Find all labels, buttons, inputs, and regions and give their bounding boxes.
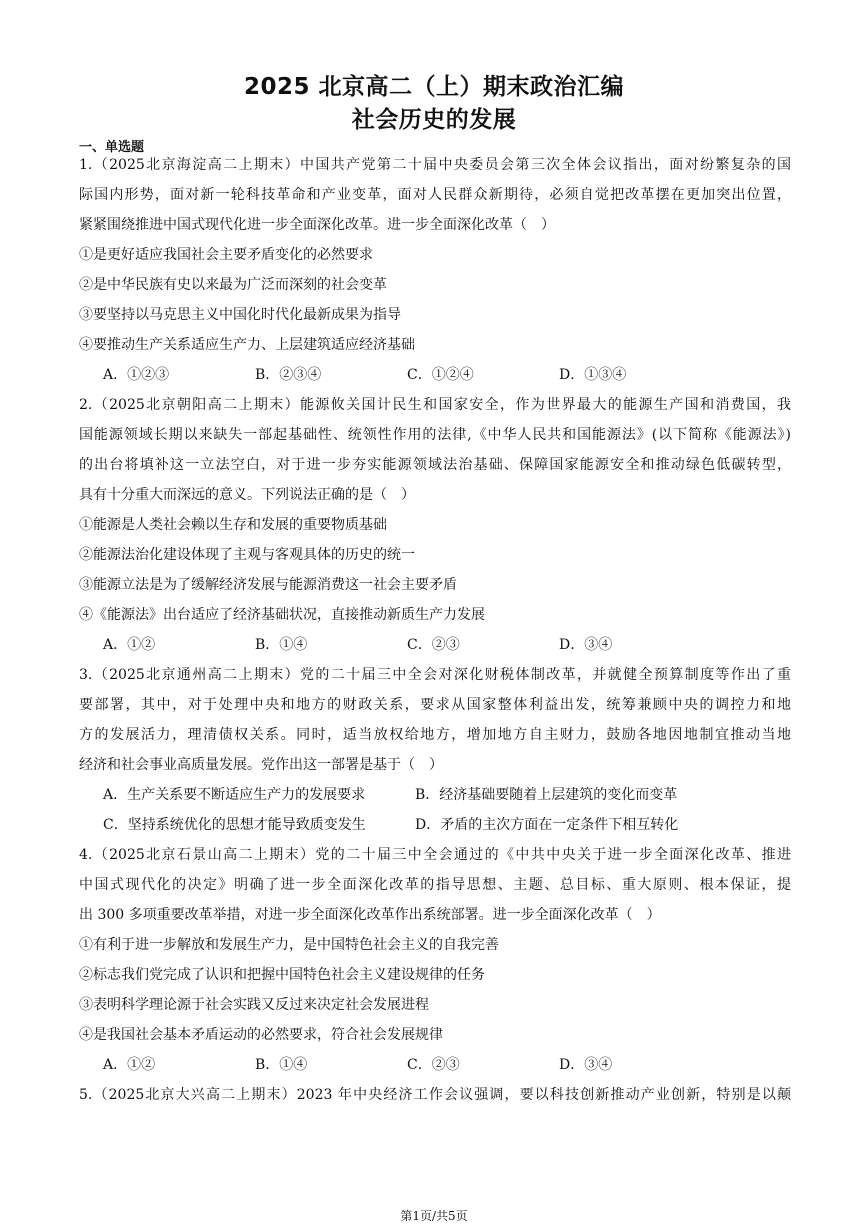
question-4 [79, 840, 791, 1080]
statement-3: ③能源立法是为了缓解经济发展与能源消费这一社会主要矛盾 [79, 577, 457, 593]
question-stem-line: 要部署，其中，对于处理中央和地方的财政关系，要求从国家整体利益出发，统筹兼顾中央的调控力和地 [79, 697, 791, 713]
question-5 [79, 1080, 791, 1110]
option-c: C．②③ [407, 1057, 460, 1073]
answer-options [79, 810, 791, 840]
option-d: D．③④ [559, 637, 613, 653]
option-a: A．生产关系要不断适应生产力的发展要求 [103, 787, 366, 803]
option-d: D．③④ [559, 1057, 613, 1073]
statement-4: ④要推动生产关系适应生产力、上层建筑适应经济基础 [79, 337, 415, 353]
statement-4: ④是我国社会基本矛盾运动的必然要求，符合社会发展规律 [79, 1027, 443, 1043]
question-stem-line: 5.（2025北京大兴高二上期末）2023 年中央经济工作会议强调，要以科技创新推动产业创新，特别是以颠 [79, 1087, 791, 1103]
question-stem-line: 1.（2025北京海淀高二上期末）中国共产党第二十届中央委员会第三次全体会议指出，面对纷繁复杂的国 [79, 157, 791, 173]
option-c: C．坚持系统优化的思想才能导致质变发生 [103, 817, 366, 833]
option-b: B．经济基础要随着上层建筑的变化而变革 [415, 787, 678, 803]
question-stem-line: 经济和社会事业高质量发展。党作出这一部署是基于（ ） [79, 757, 443, 773]
statement-1: ①有利于进一步解放和发展生产力，是中国特色社会主义的自我完善 [79, 937, 499, 953]
question-1 [79, 150, 791, 390]
statement-2: ②是中华民族有史以来最为广泛而深刻的社会变革 [79, 277, 387, 293]
option-c: C．①②④ [407, 367, 474, 383]
question-stem-line: 国能源领域长期以来缺失一部起基础性、统领性作用的法律,《中华人民共和国能源法》(以下简称《能源法》) [79, 427, 791, 443]
statement-1: ①能源是人类社会赖以生存和发展的重要物质基础 [79, 517, 387, 533]
section-heading: 一、单选题 [79, 140, 145, 155]
option-b: B．①④ [255, 1057, 308, 1073]
question-stem-line: 紧紧围绕推进中国式现代化进一步全面深化改革。进一步全面深化改革（ ） [79, 217, 555, 233]
statement-3: ③要坚持以马克思主义中国化时代化最新成果为指导 [79, 307, 401, 323]
question-list [79, 150, 791, 1110]
document-subtitle: 社会历史的发展 [351, 107, 517, 133]
statement-1: ①是更好适应我国社会主要矛盾变化的必然要求 [79, 247, 373, 263]
statement-4: ④《能源法》出台适应了经济基础状况，直接推动新质生产力发展 [79, 607, 485, 623]
question-stem-line: 际国内形势，面对新一轮科技革命和产业变革，面对人民群众新期待，必须自觉把改革摆在更加突出位置， [79, 187, 791, 203]
question-stem-line: 2.（2025北京朝阳高二上期末）能源攸关国计民生和国家安全，作为世界最大的能源生产国和消费国，我 [79, 397, 791, 413]
option-d: D．①③④ [559, 367, 627, 383]
answer-options [79, 780, 791, 810]
answer-options [79, 630, 791, 660]
option-b: B．②③④ [255, 367, 322, 383]
statement-2: ②能源法治化建设体现了主观与客观具体的历史的统一 [79, 547, 415, 563]
question-3 [79, 660, 791, 840]
question-stem-line: 4.（2025北京石景山高二上期末）党的二十届三中全会通过的《中共中央关于进一步全面深化改革、推进 [79, 847, 791, 863]
question-stem-line: 3.（2025北京通州高二上期末）党的二十届三中全会对深化财税体制改革，并就健全预算制度等作出了重 [79, 667, 791, 683]
option-b: B．①④ [255, 637, 308, 653]
statement-2: ②标志我们党完成了认识和把握中国特色社会主义建设规律的任务 [79, 967, 485, 983]
option-a: A．①② [103, 637, 156, 653]
question-2 [79, 390, 791, 660]
answer-options [79, 360, 791, 390]
question-stem-line: 中国式现代化的决定》明确了进一步全面深化改革的指导思想、主题、总目标、重大原则、根本保证，提 [79, 877, 791, 893]
option-a: A．①② [103, 1057, 156, 1073]
option-c: C．②③ [407, 637, 460, 653]
page-footer: 第1页/共5页 [400, 1209, 468, 1223]
question-stem-line: 出 300 多项重要改革举措，对进一步全面深化改革作出系统部署。进一步全面深化改革（ ） [79, 907, 661, 923]
option-a: A．①②③ [103, 367, 170, 383]
question-stem-line: 方的发展活力，理清债权关系。同时，适当放权给地方，增加地方自主财力，鼓励各地因地制宜推动当地 [79, 727, 791, 743]
answer-options [79, 1050, 791, 1080]
document-title: 2025 北京高二（上）期末政治汇编 [243, 74, 625, 100]
option-d: D．矛盾的主次方面在一定条件下相互转化 [415, 817, 679, 833]
statement-3: ③表明科学理论源于社会实践又反过来决定社会发展进程 [79, 997, 429, 1013]
question-stem-line: 的出台将填补这一立法空白，对于进一步夯实能源领域法治基础、保障国家能源安全和推动绿色低碳转型， [79, 457, 791, 473]
question-stem-line: 具有十分重大而深远的意义。下列说法正确的是（ ） [79, 487, 415, 503]
